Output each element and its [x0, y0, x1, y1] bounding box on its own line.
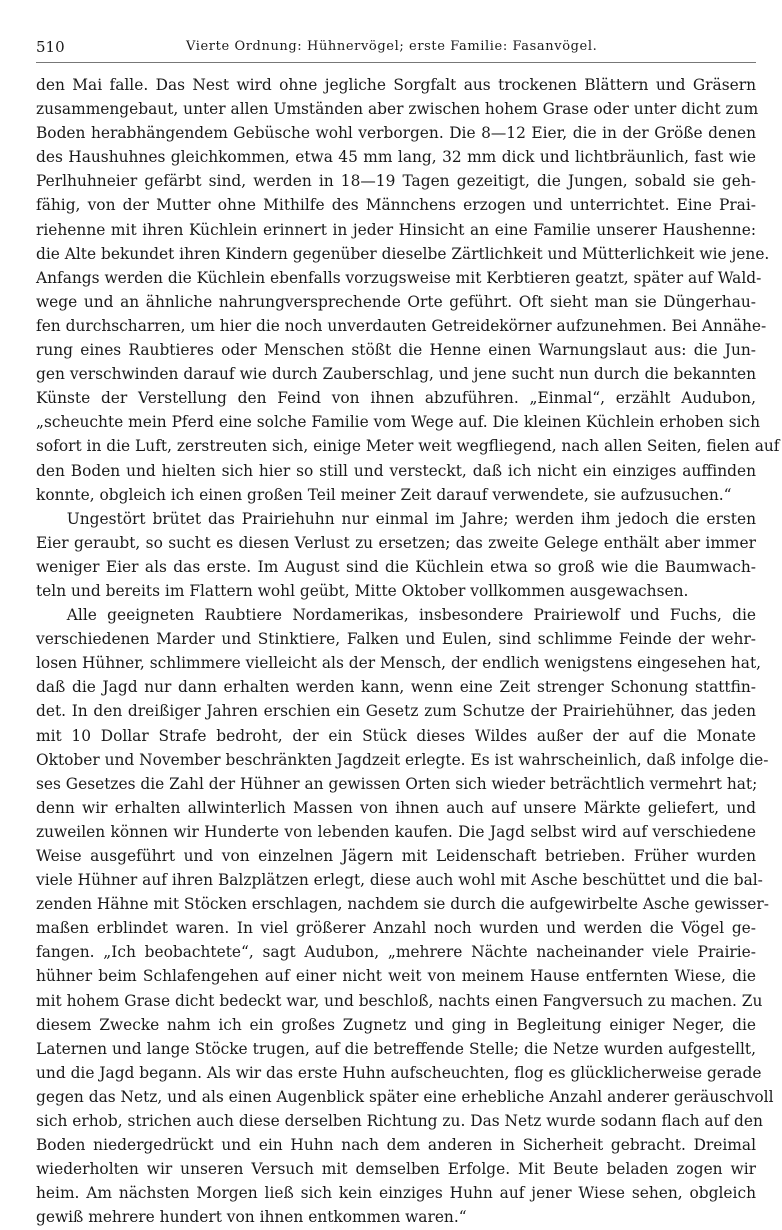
text-line: zenden Hähne mit Stöcken erschlagen, nachdem sie durch die aufgewirbelte Asche gewisser- [36, 895, 769, 914]
text-line: hühner beim Schlafengehen auf einer nicht weit von meinem Hause entfernten Wiese, die [36, 967, 756, 986]
running-head: Vierte Ordnung: Hühnervögel; erste Familie: Fasanvögel. [186, 39, 598, 54]
text-line: Anfangs werden die Küchlein ebenfalls vorzugsweise mit Kerbtieren geatzt, später auf Wald- [36, 268, 762, 287]
text-line: gewiß mehrere hundert von ihnen entkommen waren.“ [36, 1208, 467, 1227]
text-line: Eier geraubt, so sucht es diesen Verlust zu ersetzen; das zweite Gelege enthält aber immer [36, 533, 756, 552]
text-line: die Alte bekundet ihren Kindern gegenüber dieselbe Zärtlichkeit und Mütterlichkeit wie jene. [36, 244, 770, 263]
text-line: diesem Zwecke nahm ich ein großes Zugnetz und ging in Begleitung einiger Neger, die [36, 1015, 756, 1034]
text-line: Oktober und November beschränkten Jagdzeit erlegte. Es ist wahrscheinlich, daß infolge die- [36, 750, 769, 769]
text-line: konnte, obgleich ich einen großen Teil meiner Zeit darauf verwendete, sie aufzusuchen.“ [36, 485, 732, 504]
text-line: fangen. „Ich beobachtete“, sagt Audubon, „mehrere Nächte nacheinander viele Prairie- [36, 943, 756, 962]
text-line: wege und an ähnliche nahrungversprechende Orte geführt. Oft sieht man sie Düngerhau- [36, 292, 756, 311]
text-line: zusammengebaut, unter allen Umständen aber zwischen hohem Grase oder unter dicht zum [36, 100, 759, 119]
paragraph [36, 73, 780, 507]
text-line: fähig, von der Mutter ohne Mithilfe des Männchens erzogen und unterrichtet. Eine Prai- [36, 196, 756, 215]
text-line: Alle geeigneten Raubtiere Nordamerikas, insbesondere Prairiewolf und Fuchs, die [66, 606, 756, 625]
text-line: rung eines Raubtieres oder Menschen stößt die Henne einen Warnungslaut aus: die Jun- [36, 341, 756, 360]
text-line: fen durchscharren, um hier die noch unverdauten Getreidekörner aufzunehmen. Bei Annähe- [36, 316, 767, 335]
text-line: verschiedenen Marder und Stinktiere, Falken und Eulen, sind schlimme Feinde der wehr- [36, 630, 756, 649]
body-text [36, 73, 780, 1230]
text-line: und die Jagd begann. Als wir das erste Huhn aufscheuchten, flog es glücklicherweise gerade [36, 1063, 762, 1082]
text-line: den Boden und hielten sich hier so still und versteckt, daß ich nicht ein einziges auffinden [36, 461, 756, 480]
text-line: sich erhob, strichen auch diese derselben Richtung zu. Das Netz wurde sodann flach auf den [36, 1112, 763, 1131]
text-line: Ungestört brütet das Prairiehuhn nur einmal im Jahre; werden ihm jedoch die ersten [66, 509, 756, 528]
text-line: Boden herabhängendem Gebüsche wohl verborgen. Die 8—12 Eier, die in der Größe denen [36, 124, 756, 143]
text-line: des Haushuhnes gleichkommen, etwa 45 mm lang, 32 mm dick und lichtbräunlich, fast wie [36, 148, 756, 167]
text-line: Boden niedergedrückt und ein Huhn nach dem anderen in Sicherheit gebracht. Dreimal [36, 1136, 756, 1155]
text-line: Künste der Verstellung den Feind von ihnen abzuführen. „Einmal“, erzählt Audubon, [36, 389, 756, 408]
text-line: viele Hühner auf ihren Balzplätzen erlegt, diese auch wohl mit Asche beschüttet und die bal- [36, 871, 763, 890]
paragraph [36, 603, 774, 1229]
text-line: Weise ausgeführt und von einzelnen Jägern mit Leidenschaft betrieben. Früher wurden [36, 847, 756, 865]
text-line: ses Gesetzes die Zahl der Hühner an gewissen Orten sich wieder beträchtlich vermehrt hat; [36, 774, 758, 793]
text-line: mit 10 Dollar Strafe bedroht, der ein Stück dieses Wildes außer der auf die Monate [36, 726, 756, 745]
text-line: heim. Am nächsten Morgen ließ sich kein einziges Huhn auf jener Wiese sehen, obgleich [36, 1184, 756, 1203]
text-line: Laternen und lange Stöcke trugen, auf die betreffende Stelle; die Netze wurden aufgestellt, [36, 1039, 756, 1058]
page-number: 510 [36, 38, 65, 56]
text-line: gegen das Netz, und als einen Augenblick später eine erhebliche Anzahl anderer geräuschvoll [36, 1087, 774, 1106]
text-line: mit hohem Grase dicht bedeckt war, und beschloß, nachts einen Fangversuch zu machen. Zu [36, 991, 763, 1010]
text-line: Perlhuhneier gefärbt sind, werden in 18—19 Tagen gezeitigt, die Jungen, sobald sie geh- [36, 172, 756, 191]
text-line: daß die Jagd nur dann erhalten werden kann, wenn eine Zeit strenger Schonung stattfin- [36, 678, 756, 697]
text-line: losen Hühner, schlimmere vielleicht als der Mensch, der endlich wenigstens eingesehen hat, [36, 654, 762, 673]
text-line: „scheuchte mein Pferd eine solche Familie vom Wege auf. Die kleinen Küchlein erhoben sich [36, 413, 761, 432]
text-line: gen verschwinden darauf wie durch Zauberschlag, und jene sucht nun durch die bekannten [36, 365, 756, 384]
page-header [36, 34, 756, 63]
paragraph [36, 507, 756, 603]
text-line: denn wir erhalten allwinterlich Massen von ihnen auch auf unsere Märkte geliefert, und [36, 798, 756, 817]
text-line: den Mai falle. Das Nest wird ohne jegliche Sorgfalt aus trockenen Blättern und Gräsern [36, 76, 756, 94]
text-line: zuweilen können wir Hunderte von lebenden kaufen. Die Jagd selbst wird auf verschiedene [36, 822, 756, 841]
text-line: weniger Eier als das erste. Im August sind die Küchlein etwa so groß wie die Baumwach- [36, 557, 756, 576]
text-line: det. In den dreißiger Jahren erschien ein Gesetz zum Schutze der Prairiehühner, das jeden [36, 702, 756, 721]
text-line: wiederholten wir unseren Versuch mit demselben Erfolge. Mit Beute beladen zogen wir [36, 1160, 756, 1179]
text-line: teln und bereits im Flattern wohl geübt, Mitte Oktober vollkommen ausgewachsen. [36, 581, 689, 600]
text-line: riehenne mit ihren Küchlein erinnert in jeder Hinsicht an eine Familie unserer Haushenne: [36, 220, 756, 239]
text-line: sofort in die Luft, zerstreuten sich, einige Meter weit wegfliegend, nach allen Seiten, fielen auf [36, 437, 780, 456]
text-line: maßen erblindet waren. In viel größerer Anzahl noch wurden und werden die Vögel ge- [36, 919, 756, 938]
